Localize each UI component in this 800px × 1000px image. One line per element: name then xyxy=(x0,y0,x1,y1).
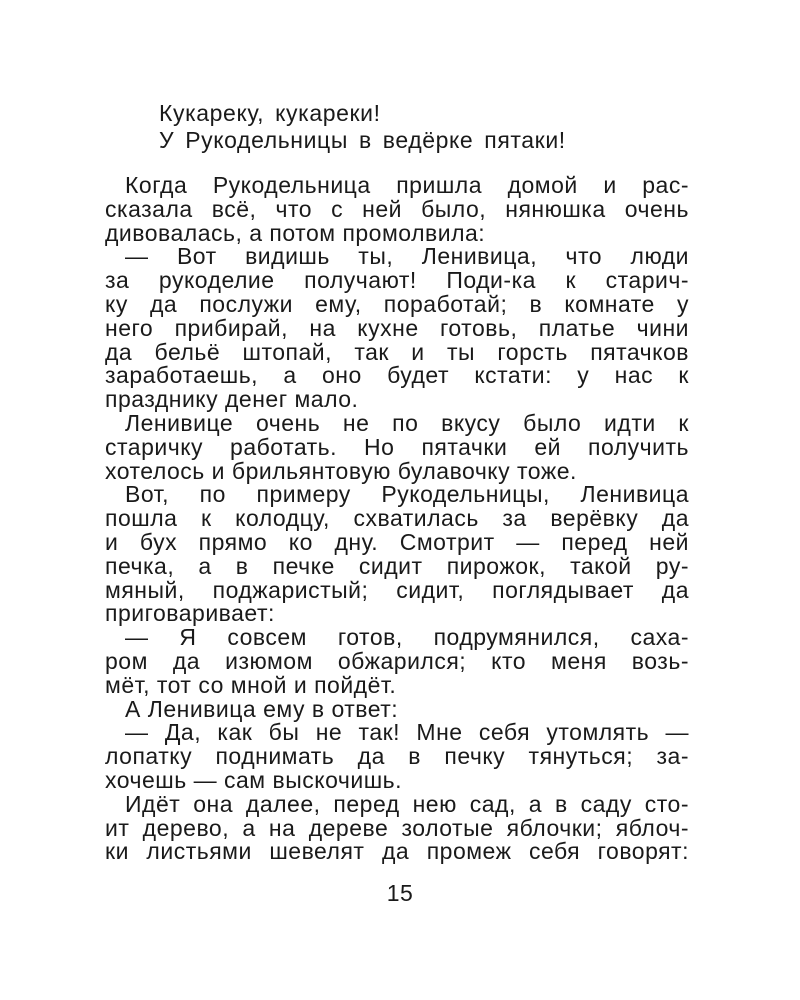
prose-line: Когда Рукодельница пришла домой и рас- xyxy=(125,172,689,198)
prose-line: ром да изюмом обжарился; кто меня возь- xyxy=(105,647,689,674)
verse-line-2: У Рукодельницы в ведёрке пятаки! xyxy=(159,127,566,153)
prose-line: приговаривает: xyxy=(105,600,275,627)
prose-line: старичку работать. Но пятачки ей получить xyxy=(105,433,689,460)
prose-line: лопатку поднимать да в печку тянуться; за- xyxy=(105,743,689,770)
prose-line: ит дерево, а на дереве золотые яблочки; яблоч- xyxy=(105,814,689,841)
prose-line: печка, а в печке сидит пирожок, такой ру- xyxy=(105,552,689,579)
verse-line-1: Кукареку, кукареки! xyxy=(159,100,381,126)
prose-line: хочешь — сам выскочишь. xyxy=(105,766,403,793)
prose-line: ку да послужи ему, поработай; в комнате у xyxy=(105,290,689,317)
prose-line: Идёт она далее, перед нею сад, а в саду сто- xyxy=(125,790,689,817)
prose-line: ки листьями шевелят да промеж себя говорят: xyxy=(105,838,689,865)
prose-line: мёт, тот со мной и пойдёт. xyxy=(105,671,397,698)
prose-line: да бельё штопай, так и ты горсть пятачков xyxy=(105,338,689,365)
prose-line: хотелось и брильянтовую булавочку тоже. xyxy=(105,457,577,484)
prose-line: и бух прямо ко дну. Смотрит — перед ней xyxy=(105,528,689,555)
prose-line: него прибирай, на кухне готовь, платье чини xyxy=(105,314,689,341)
prose-line: сказала всё, что с ней было, нянюшка очень xyxy=(105,195,689,222)
prose-line: заработаешь, а оно будет кстати: у нас к xyxy=(105,362,689,389)
prose-line: — Я совсем готов, подрумянился, саха- xyxy=(125,624,689,651)
prose-line: Вот, по примеру Рукодельницы, Ленивица xyxy=(125,481,689,508)
prose-line: — Да, как бы не так! Мне себя утомлять — xyxy=(125,719,689,746)
prose-line: пошла к колодцу, схватилась за верёвку да xyxy=(105,505,689,532)
verse-block xyxy=(159,100,679,154)
prose-line: дивовалась, а потом промолвила: xyxy=(105,219,486,246)
prose-line: А Ленивица ему в ответ: xyxy=(125,695,399,722)
prose-line: — Вот видишь ты, Ленивица, что люди xyxy=(125,243,689,270)
prose-line: празднику денег мало. xyxy=(105,386,359,413)
prose-line: за рукоделие получают! Поди-ка к старич- xyxy=(105,267,689,294)
page-number: 15 xyxy=(386,880,414,906)
prose-line: мяный, поджаристый; сидит, поглядывает да xyxy=(105,576,689,603)
prose-line: Ленивице очень не по вкусу было идти к xyxy=(125,409,689,436)
prose-block xyxy=(105,174,689,864)
